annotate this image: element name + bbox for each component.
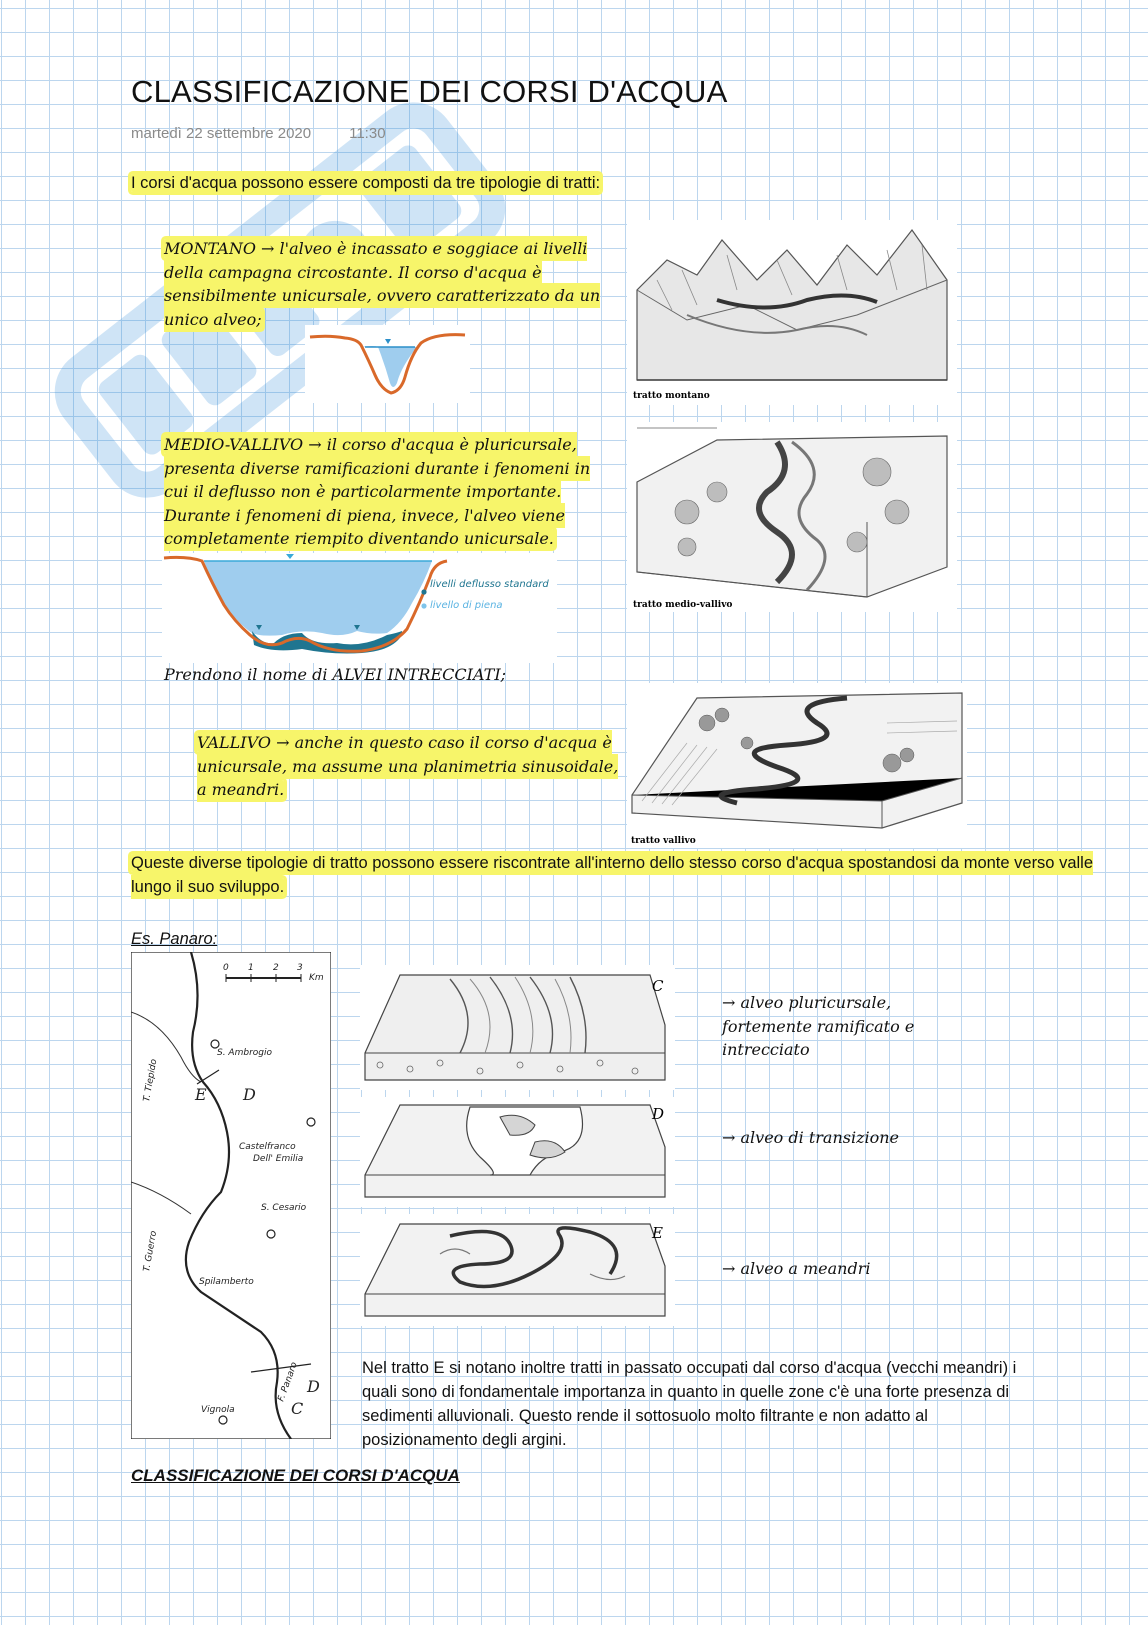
scale-tick-3: 3 <box>297 963 303 973</box>
example-label: Es. Panaro: <box>131 930 218 948</box>
tratto-e-paragraph: Nel tratto E si notano inoltre tratti in passato occupati dal corso d'acqua (vecchi meandri) i quali sono di fondamentale importanza in quanto in quelle zone c'è una forte presenza di sedimenti alluvionali. Questo rende il sottosuolo molto filtrante e non adatto al posizionamento degli argini. <box>362 1359 1017 1449</box>
map-river-tiepido: T. Tiepido <box>142 1058 160 1103</box>
scale-unit: Km <box>309 973 324 983</box>
montano-text: MONTANO → l'alveo è incassato e soggiace ai livelli della campagna circostante. Il corso d'acqua è sensibilmente unicursale, ovvero caratterizzato da un unico alveo; <box>164 239 601 329</box>
montano-figure <box>627 220 957 405</box>
legend-standard-label: livelli deflusso standard <box>430 579 549 590</box>
vallivo-figure <box>627 683 967 848</box>
intro-text: I corsi d'acqua possono essere composti da tre tipologie di tratti: <box>131 174 601 192</box>
medio-text: MEDIO-VALLIVO → il corso d'acqua è pluricursale, presenta diverse ramificazioni durante i fenomeni in cui il deflusso non è particolarmente importante. Durante i fenomeni di piena, invece, l'alveo viene completamente riempito diventando unicursale. <box>164 435 591 548</box>
map-place-s-ambrogio: S. Ambrogio <box>217 1048 272 1058</box>
montano-cross-section <box>305 325 470 403</box>
page-date: martedì 22 settembre 2020 <box>131 125 312 142</box>
panel-e-letter: E <box>652 1224 663 1242</box>
panel-e-note: → alveo a meandri <box>722 1259 871 1278</box>
page-time: 11:30 <box>349 125 386 142</box>
panel-c-figure <box>360 965 675 1090</box>
montano-paragraph <box>164 237 614 331</box>
panel-c-note: → alveo pluricursale, fortemente ramificato e intrecciato <box>722 993 915 1059</box>
bottom-heading: CLASSIFICAZIONE DEI CORSI D'ACQUA <box>131 1466 460 1485</box>
map-place-emilia: Dell' Emilia <box>253 1154 304 1164</box>
map-section-d-top: D <box>243 1085 256 1104</box>
medio-cross-section <box>162 553 557 663</box>
page-title: CLASSIFICAZIONE DEI CORSI D'ACQUA <box>131 74 728 109</box>
map-river-panaro: F. Panaro <box>276 1360 300 1404</box>
vallivo-text: VALLIVO → anche in questo caso il corso d'acqua è unicursale, ma assume una planimetria sinusoidale, a meandri. <box>197 733 619 799</box>
map-section-d-bottom: D <box>307 1377 320 1396</box>
map-section-e-top: E <box>195 1085 207 1104</box>
panel-d-figure <box>360 1097 675 1207</box>
map-place-s-cesario: S. Cesario <box>261 1203 307 1213</box>
legend-standard-dot <box>421 589 426 594</box>
panel-e-figure <box>360 1214 675 1326</box>
intro-paragraph <box>131 171 600 195</box>
page-dateline <box>131 125 386 142</box>
legend-piena-dot <box>421 603 426 608</box>
scale-tick-2: 2 <box>273 963 279 973</box>
scale-tick-1: 1 <box>248 963 254 973</box>
map-section-c-bottom: C <box>291 1399 304 1418</box>
scale-tick-0: 0 <box>223 963 229 973</box>
medio-figure <box>627 422 957 612</box>
map-place-vignola: Vignola <box>201 1405 235 1415</box>
panel-c-letter: C <box>652 977 664 995</box>
conclusion-text: Queste diverse tipologie di tratto possono essere riscontrate all'interno dello stesso corso d'acqua spostandosi da monte verso valle lungo il suo sviluppo. <box>131 854 1094 896</box>
alvei-note: Prendono il nome di ALVEI INTRECCIATI; <box>164 665 507 684</box>
map-place-spilamberto: Spilamberto <box>199 1277 254 1287</box>
montano-caption: tratto montano <box>633 391 710 401</box>
map-river-guerro: T. Guerro <box>142 1230 160 1273</box>
vallivo-paragraph <box>197 731 627 802</box>
legend-piena-label: livello di piena <box>430 600 503 611</box>
map-place-castelfranco: Castelfranco <box>239 1142 296 1152</box>
medio-caption: tratto medio-vallivo <box>633 600 733 610</box>
panaro-map <box>131 952 331 1439</box>
conclusion-paragraph <box>131 851 1131 899</box>
vallivo-caption: tratto vallivo <box>631 836 696 846</box>
medio-paragraph <box>164 433 614 551</box>
panel-d-note: → alveo di transizione <box>722 1128 900 1147</box>
panel-d-letter: D <box>652 1105 665 1123</box>
